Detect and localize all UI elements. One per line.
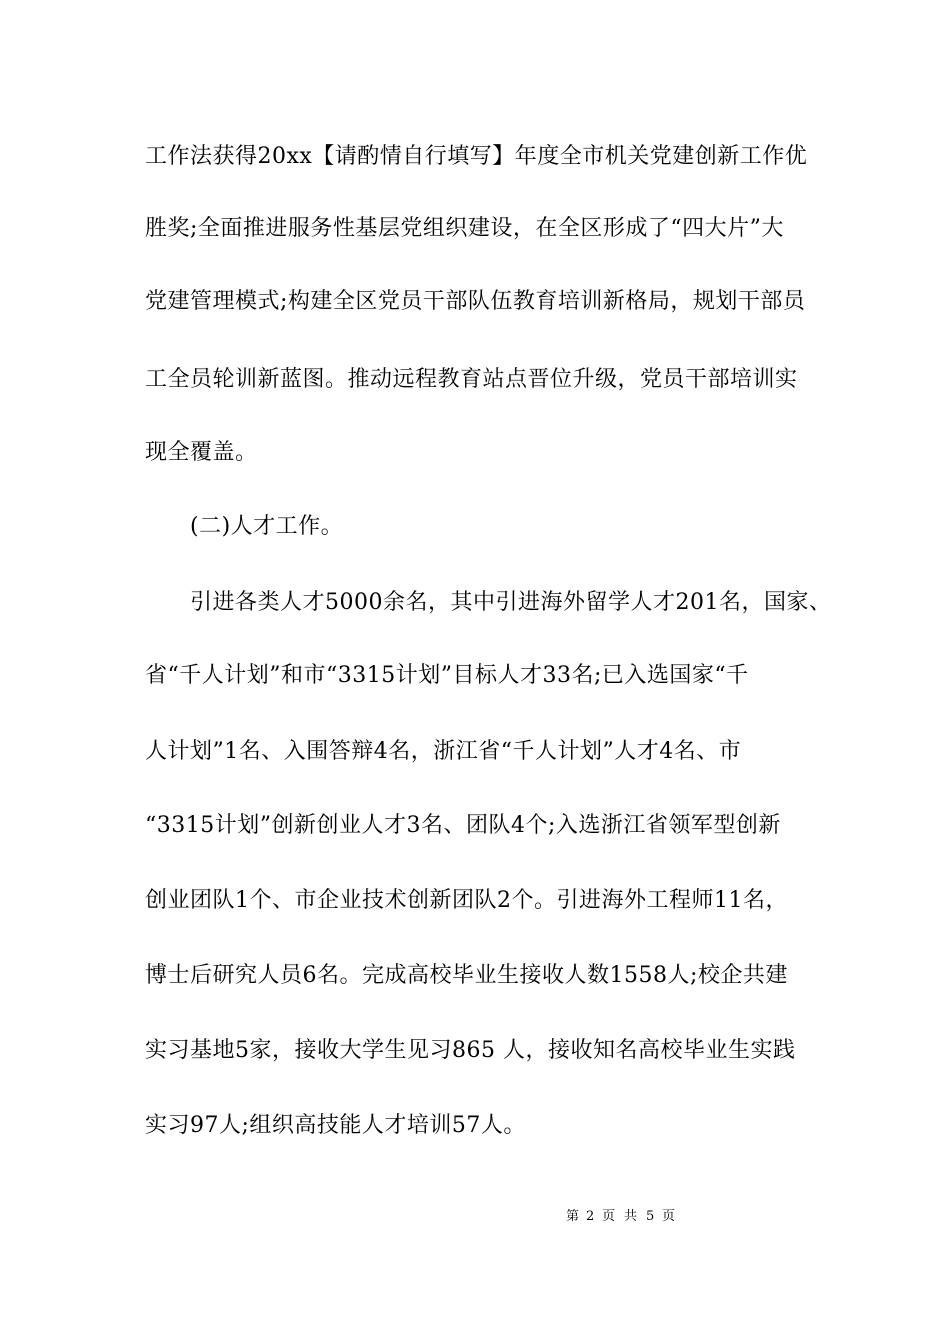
paragraph-2-line-5: 创业团队1个、市企业技术创新团队2个。引进海外工程师11名， [145, 888, 788, 913]
paragraph-2-line-7: 实习基地5家，接收大学生见习865 人，接收知名高校毕业生实践 [145, 1038, 796, 1063]
footer-current-page: 2 [586, 1209, 595, 1224]
footer-total-word: 共 [624, 1209, 638, 1224]
footer-page-word: 页 [602, 1209, 616, 1224]
paragraph-2-line-6: 博士后研究人员6名。完成高校毕业生接收人数1558人;校企共建 [145, 963, 788, 988]
paragraph-2-line-2: 省“千人计划”和市“3315计划”目标人才33名;已入选国家“千 [145, 663, 749, 688]
section-heading: (二)人才工作。 [190, 514, 344, 539]
paragraph-1-line-2: 胜奖;全面推进服务性基层党组织建设，在全区形成了“四大片”大 [145, 216, 784, 241]
paragraph-1-line-4: 工全员轮训新蓝图。推动远程教育站点晋位升级，党员干部培训实 [145, 367, 798, 392]
paragraph-1-line-5: 现全覆盖。 [145, 440, 258, 465]
paragraph-2-line-1: 引进各类人才5000余名，其中引进海外留学人才201名，国家、 [190, 590, 832, 615]
paragraph-2-line-4: “3315计划”创新创业人才3名、团队4个;入选浙江省领军型创新 [145, 813, 781, 838]
paragraph-2-line-3: 人计划”1名、入围答辩4名，浙江省“千人计划”人才4名、市 [145, 739, 742, 764]
paragraph-1-line-1: 工作法获得20xx【请酌情自行填写】年度全市机关党建创新工作优 [145, 144, 808, 169]
footer-total-pages: 5 [646, 1209, 655, 1224]
paragraph-1-line-3: 党建管理模式;构建全区党员干部队伍教育培训新格局，规划干部员 [145, 289, 806, 314]
footer-prefix: 第 [566, 1209, 580, 1224]
paragraph-2-line-8: 实习97人;组织高技能人才培训57人。 [145, 1113, 526, 1138]
footer-suffix: 页 [662, 1209, 676, 1224]
